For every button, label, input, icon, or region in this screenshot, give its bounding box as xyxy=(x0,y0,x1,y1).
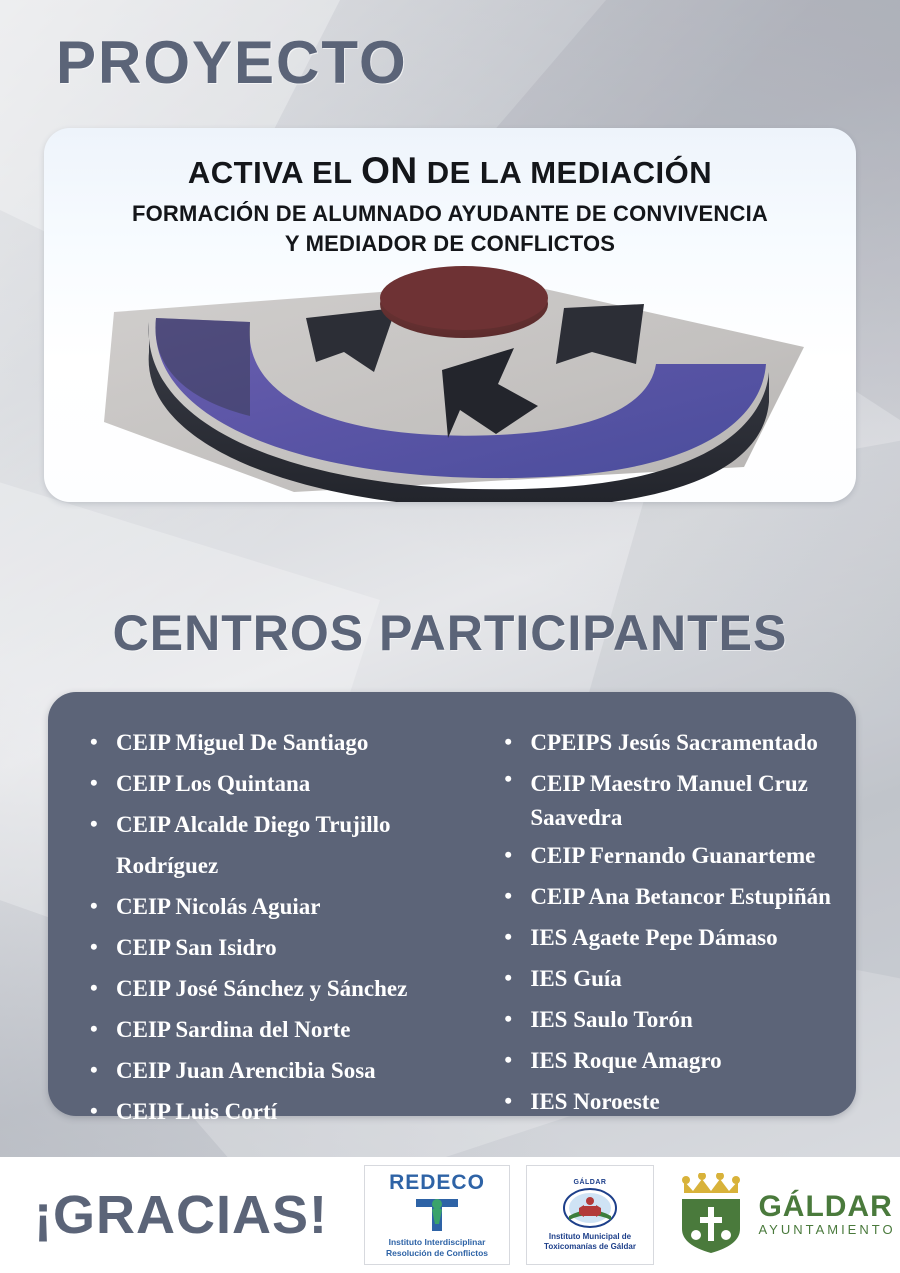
list-item: • CEIP Maestro Manuel Cruz Saavedra xyxy=(496,763,856,835)
on-mediation-3d-logo-icon xyxy=(44,252,856,502)
project-card xyxy=(44,128,856,502)
imtg-subtitle: Instituto Municipal de Toxicomanías de Gáldar xyxy=(544,1231,636,1251)
redeco-subtitle: Instituto Interdisciplinar Resolución de Conflictos xyxy=(385,1237,488,1258)
sponsor-logos xyxy=(364,1165,900,1265)
card-title-before: ACTIVA EL xyxy=(187,155,362,190)
imtg-top-text: GÁLDAR xyxy=(573,1178,607,1186)
list-item: • CEIP Miguel De Santiago xyxy=(82,722,492,763)
list-item: • CEIP Sardina del Norte xyxy=(82,1009,492,1050)
centros-list-left xyxy=(82,722,492,1132)
redeco-logo xyxy=(364,1165,510,1265)
list-item: • IES Saulo Torón xyxy=(496,999,856,1040)
list-item: • CEIP Luis Cortí xyxy=(82,1091,492,1132)
section-title-centros: CENTROS PARTICIPANTES xyxy=(112,605,788,661)
footer-bar xyxy=(0,1157,900,1273)
galdar-subtitle: AYUNTAMIENTO xyxy=(758,1222,896,1237)
centros-column-left xyxy=(48,710,492,1124)
card-subtitle-line2: Y MEDIADOR DE CONFLICTOS xyxy=(284,231,616,256)
centros-column-right xyxy=(492,710,856,1116)
imtg-logo xyxy=(526,1165,654,1265)
centros-participantes-panel xyxy=(48,692,856,1124)
list-item: • IES Roque Amagro xyxy=(496,1040,856,1081)
card-title-line xyxy=(44,150,856,192)
galdar-shield-icon xyxy=(674,1173,748,1257)
list-item: • IES Guía xyxy=(496,958,856,999)
list-item: • CEIP José Sánchez y Sánchez xyxy=(82,968,492,1009)
list-item: • CEIP Ana Betancor Estupiñán xyxy=(496,876,856,917)
galdar-wordmark xyxy=(758,1192,895,1238)
list-item: • CEIP San Isidro xyxy=(82,927,492,968)
card-title-after: DE LA MEDIACIÓN xyxy=(417,155,713,190)
list-item: • CPEIPS Jesús Sacramentado xyxy=(496,722,856,763)
redeco-emblem-icon xyxy=(410,1195,464,1235)
centros-list-right xyxy=(496,722,856,1122)
imtg-coat-of-arms-icon xyxy=(561,1186,619,1230)
list-item: • CEIP Nicolás Aguiar xyxy=(82,886,492,927)
page-title: PROYECTO xyxy=(56,29,408,96)
list-item: • CEIP Juan Arencibia Sosa xyxy=(82,1050,492,1091)
list-item: • CEIP Los Quintana xyxy=(82,763,492,804)
galdar-ayuntamiento-logo xyxy=(670,1165,900,1265)
list-item: • CEIP Alcalde Diego Trujillo Rodríguez xyxy=(82,804,492,886)
card-heading xyxy=(44,128,856,257)
galdar-name: GÁLDAR xyxy=(758,1190,893,1223)
redeco-wordmark: REDECO xyxy=(389,1171,485,1194)
list-item: • CEIP Fernando Guanarteme xyxy=(496,835,856,876)
list-item: • IES Noroeste xyxy=(496,1081,856,1122)
card-title-on: ON xyxy=(361,150,418,191)
card-subtitle-line1: FORMACIÓN DE ALUMNADO AYUDANTE DE CONVIVENCIA xyxy=(131,201,769,226)
thanks-text: ¡GRACIAS! xyxy=(34,1185,328,1245)
list-item: • IES Agaete Pepe Dámaso xyxy=(496,917,856,958)
